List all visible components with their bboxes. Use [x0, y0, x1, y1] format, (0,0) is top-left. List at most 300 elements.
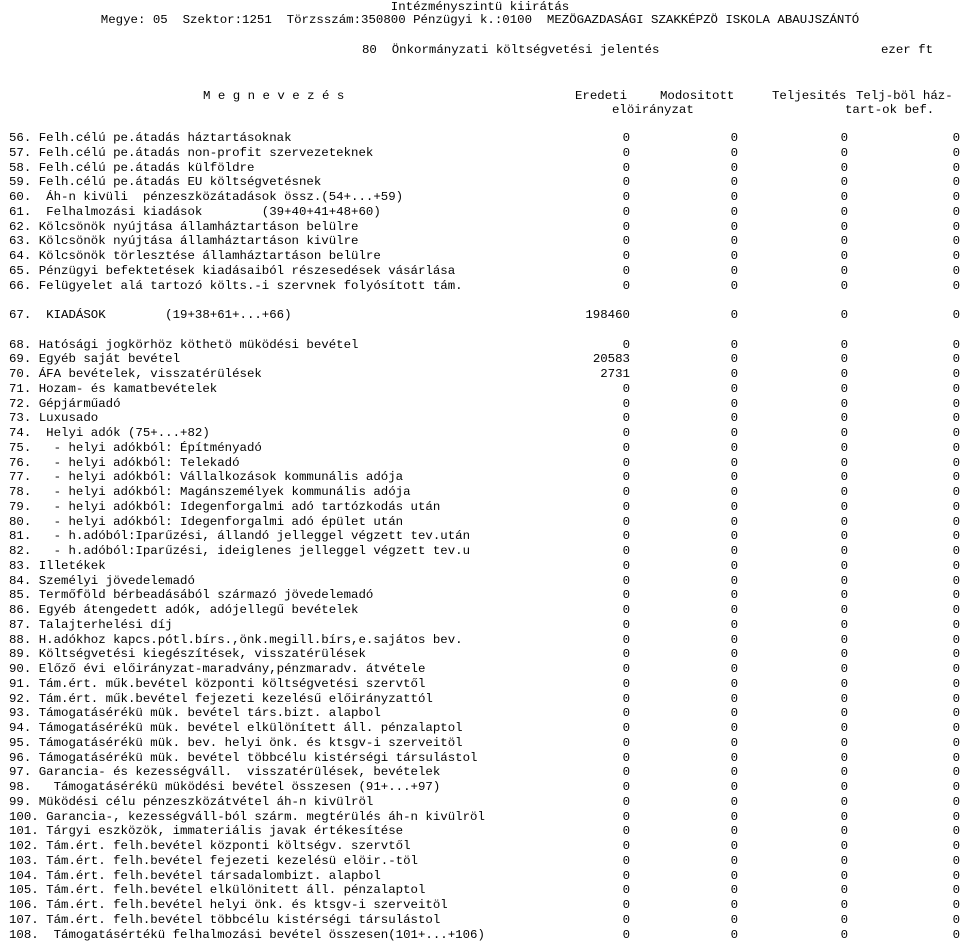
- value-teljesites: 0: [840, 175, 848, 190]
- value-teljesites: 0: [840, 190, 848, 204]
- value-telj-haz: 0: [952, 735, 960, 750]
- value-eredeti: 0: [622, 529, 630, 544]
- row-label: 68. Hatósági jogkörhöz köthetö müködési bevétel: [9, 337, 359, 352]
- value-modositott: 0: [730, 927, 738, 942]
- value-modositott: 0: [730, 839, 738, 853]
- row-label: 94. Támogatásérékü mük. bevétel elkülönített áll. pénzalaptol: [9, 721, 463, 735]
- value-telj-haz: 0: [952, 219, 960, 234]
- table-row: [0, 234, 960, 249]
- value-eredeti: 0: [622, 632, 630, 647]
- value-teljesites: 0: [840, 529, 848, 544]
- value-telj-haz: 0: [952, 588, 960, 603]
- value-telj-haz: 0: [952, 411, 960, 426]
- value-modositott: 0: [730, 883, 738, 898]
- value-teljesites: 0: [840, 927, 848, 942]
- value-telj-haz: 0: [952, 706, 960, 721]
- value-teljesites: 0: [840, 499, 848, 514]
- value-modositott: 0: [730, 381, 738, 396]
- table-row: [0, 839, 960, 854]
- value-teljesites: 0: [840, 676, 848, 691]
- value-eredeti: 0: [622, 912, 630, 927]
- value-modositott: 0: [730, 558, 738, 573]
- value-eredeti: 198460: [585, 308, 630, 322]
- value-modositott: 0: [730, 396, 738, 411]
- value-teljesites: 0: [840, 263, 848, 278]
- value-telj-haz: 0: [952, 794, 960, 809]
- value-teljesites: 0: [840, 809, 848, 824]
- value-teljesites: 0: [840, 706, 848, 721]
- value-modositott: 0: [730, 440, 738, 455]
- value-teljesites: 0: [840, 794, 848, 809]
- row-label: 99. Müködési célu pénzeszközátvétel áh-n kivülröl: [9, 794, 374, 809]
- value-eredeti: 0: [622, 721, 630, 735]
- column-header-tart-bef: tart-ok bef.: [845, 103, 935, 117]
- table-row: [0, 264, 960, 279]
- row-label: 67. KIADÁSOK (19+38+61+...+66): [9, 308, 292, 322]
- row-label: 77. - helyi adókból: Vállalkozások kommunális adója: [9, 470, 404, 485]
- value-teljesites: 0: [840, 603, 848, 617]
- value-eredeti: 2731: [600, 367, 630, 381]
- value-eredeti: 0: [622, 263, 630, 278]
- row-label: 88. H.adókhoz kapcs.pótl.bírs.,önk.megill.bírs,e.sajátos bev.: [9, 632, 463, 647]
- value-modositott: 0: [730, 780, 738, 794]
- table-row: [0, 824, 960, 839]
- value-eredeti: 0: [622, 868, 630, 883]
- value-eredeti: 0: [622, 558, 630, 573]
- table-row: [0, 574, 960, 589]
- value-teljesites: 0: [840, 470, 848, 485]
- table-row: [0, 131, 960, 146]
- value-telj-haz: 0: [952, 780, 960, 794]
- table-row: [0, 205, 960, 220]
- table-row: [0, 382, 960, 397]
- value-telj-haz: 0: [952, 426, 960, 440]
- value-modositott: 0: [730, 175, 738, 190]
- value-teljesites: 0: [840, 204, 848, 219]
- value-eredeti: 0: [622, 544, 630, 558]
- value-telj-haz: 0: [952, 647, 960, 662]
- value-eredeti: 0: [622, 470, 630, 485]
- value-modositott: 0: [730, 544, 738, 558]
- value-eredeti: 0: [622, 647, 630, 662]
- table-row: [0, 279, 960, 294]
- value-teljesites: 0: [840, 145, 848, 160]
- value-teljesites: 0: [840, 573, 848, 588]
- row-label: 86. Egyéb átengedett adók, adójellegű bevételek: [9, 603, 359, 617]
- table-row: [0, 618, 960, 633]
- table-row: [0, 869, 960, 884]
- row-label: 73. Luxusado: [9, 411, 99, 426]
- value-modositott: 0: [730, 308, 738, 322]
- value-eredeti: 0: [622, 426, 630, 440]
- value-telj-haz: 0: [952, 691, 960, 706]
- value-teljesites: 0: [840, 367, 848, 381]
- value-teljesites: 0: [840, 131, 848, 145]
- value-telj-haz: 0: [952, 470, 960, 485]
- value-telj-haz: 0: [952, 927, 960, 942]
- value-modositott: 0: [730, 470, 738, 485]
- value-modositott: 0: [730, 898, 738, 912]
- value-teljesites: 0: [840, 898, 848, 912]
- value-eredeti: 0: [622, 219, 630, 234]
- table-row: [0, 146, 960, 161]
- value-telj-haz: 0: [952, 234, 960, 249]
- value-teljesites: 0: [840, 735, 848, 750]
- column-header-teljesites: Teljesités: [772, 89, 847, 103]
- value-eredeti: 0: [622, 514, 630, 529]
- value-teljesites: 0: [840, 839, 848, 853]
- value-modositott: 0: [730, 337, 738, 352]
- row-label: 87. Talajterhelési díj: [9, 617, 173, 632]
- value-eredeti: 0: [622, 485, 630, 499]
- row-label: 91. Tám.ért. műk.bevétel központi költségvetési szervtől: [9, 676, 426, 691]
- table-row: [0, 647, 960, 662]
- value-eredeti: 0: [622, 794, 630, 809]
- value-modositott: 0: [730, 632, 738, 647]
- value-teljesites: 0: [840, 160, 848, 175]
- value-modositott: 0: [730, 676, 738, 691]
- row-label: 101. Tárgyi eszközök, immateriális javak értékesítése: [9, 824, 404, 839]
- row-label: 76. - helyi adókból: Telekadó: [9, 455, 240, 470]
- column-header-eloiranyzat: elöirányzat: [612, 103, 694, 117]
- table-row: [0, 190, 960, 205]
- row-label: 98. Támogatásérékü müködési bevétel összesen (91+...+97): [9, 780, 441, 794]
- table-row: [0, 529, 960, 544]
- table-row: [0, 397, 960, 412]
- value-eredeti: 0: [622, 160, 630, 175]
- row-label: 85. Termőföld bérbeadásából származó jövedelemadó: [9, 588, 374, 603]
- table-row: [0, 426, 960, 441]
- value-eredeti: 0: [622, 381, 630, 396]
- value-telj-haz: 0: [952, 145, 960, 160]
- column-header-modositott: Modositott: [660, 89, 735, 103]
- table-row: [0, 795, 960, 810]
- row-label: 63. Kölcsönök nyújtása államháztartáson kivülre: [9, 234, 359, 249]
- value-teljesites: 0: [840, 455, 848, 470]
- row-label: 62. Kölcsönök nyújtása államháztartáson belülre: [9, 219, 359, 234]
- table-row: [0, 338, 960, 353]
- value-telj-haz: 0: [952, 440, 960, 455]
- row-label: 108. Támogatásértékü felhalmozási bevétel összesen(101+...+106): [9, 927, 485, 942]
- row-label: 66. Felügyelet alá tartozó költs.-i szervnek folyósított tám.: [9, 278, 463, 293]
- row-label: 58. Felh.célú pe.átadás külföldre: [9, 160, 255, 175]
- value-telj-haz: 0: [952, 529, 960, 544]
- row-label: 95. Támogatásérékü mük. bev. helyi önk. és ktsgv-i szerveitöl: [9, 735, 463, 750]
- row-label: 75. - helyi adókból: Építményadó: [9, 440, 262, 455]
- value-modositott: 0: [730, 499, 738, 514]
- value-teljesites: 0: [840, 617, 848, 632]
- value-teljesites: 0: [840, 544, 848, 558]
- value-modositott: 0: [730, 647, 738, 662]
- value-eredeti: 0: [622, 824, 630, 839]
- value-modositott: 0: [730, 573, 738, 588]
- value-eredeti: 0: [622, 780, 630, 794]
- value-telj-haz: 0: [952, 396, 960, 411]
- table-row: [0, 485, 960, 500]
- value-eredeti: 0: [622, 396, 630, 411]
- value-telj-haz: 0: [952, 883, 960, 898]
- value-modositott: 0: [730, 529, 738, 544]
- spacer-row: [0, 323, 960, 338]
- value-telj-haz: 0: [952, 160, 960, 175]
- table-row: [0, 559, 960, 574]
- value-eredeti: 0: [622, 337, 630, 352]
- row-label: 79. - helyi adókból: Idegenforgalmi adó tartózkodás után: [9, 499, 441, 514]
- value-teljesites: 0: [840, 485, 848, 499]
- value-telj-haz: 0: [952, 485, 960, 499]
- row-label: 106. Tám.ért. felh.bevétel helyi önk. és ktsgv-i szerveitöl: [9, 898, 448, 912]
- value-teljesites: 0: [840, 780, 848, 794]
- value-modositott: 0: [730, 721, 738, 735]
- value-eredeti: 0: [622, 145, 630, 160]
- value-eredeti: 0: [622, 676, 630, 691]
- value-eredeti: 0: [622, 455, 630, 470]
- table-row: [0, 706, 960, 721]
- value-telj-haz: 0: [952, 514, 960, 529]
- value-teljesites: 0: [840, 853, 848, 868]
- value-telj-haz: 0: [952, 367, 960, 381]
- value-modositott: 0: [730, 190, 738, 204]
- row-label: 84. Személyi jövedelemadó: [9, 573, 195, 588]
- row-label: 60. Áh-n kivüli pénzeszközátadások össz.(54+...+59): [9, 190, 404, 204]
- table-row: [0, 780, 960, 795]
- value-teljesites: 0: [840, 750, 848, 765]
- value-modositott: 0: [730, 249, 738, 263]
- table-row: [0, 603, 960, 618]
- table-row: [0, 544, 960, 559]
- table-row: [0, 736, 960, 751]
- value-teljesites: 0: [840, 352, 848, 367]
- table-row: [0, 367, 960, 382]
- row-label: 56. Felh.célú pe.átadás háztartásoknak: [9, 131, 292, 145]
- value-eredeti: 0: [622, 617, 630, 632]
- value-eredeti: 0: [622, 411, 630, 426]
- row-label: 96. Támogatásérékü mük. bevétel többcélu kistérségi társulástol: [9, 750, 478, 765]
- row-label: 64. Kölcsönök törlesztése államháztartáson belülre: [9, 249, 381, 263]
- value-telj-haz: 0: [952, 632, 960, 647]
- value-modositott: 0: [730, 824, 738, 839]
- value-modositott: 0: [730, 455, 738, 470]
- value-telj-haz: 0: [952, 721, 960, 735]
- row-label: 69. Egyéb saját bevétel: [9, 352, 181, 367]
- value-telj-haz: 0: [952, 337, 960, 352]
- value-teljesites: 0: [840, 249, 848, 263]
- table-row: [0, 161, 960, 176]
- value-telj-haz: 0: [952, 352, 960, 367]
- row-label: 70. ÁFA bevételek, visszatérülések: [9, 367, 262, 381]
- value-teljesites: 0: [840, 514, 848, 529]
- value-telj-haz: 0: [952, 750, 960, 765]
- value-modositott: 0: [730, 912, 738, 927]
- table-row: [0, 913, 960, 928]
- row-label: 107. Tám.ért. felh.bevétel többcélu kistérségi társulástol: [9, 912, 441, 927]
- value-eredeti: 0: [622, 927, 630, 942]
- table-row: [0, 411, 960, 426]
- value-telj-haz: 0: [952, 190, 960, 204]
- value-eredeti: 0: [622, 278, 630, 293]
- table-row: [0, 765, 960, 780]
- table-row: [0, 470, 960, 485]
- value-telj-haz: 0: [952, 499, 960, 514]
- value-modositott: 0: [730, 278, 738, 293]
- table-row: [0, 854, 960, 869]
- value-modositott: 0: [730, 145, 738, 160]
- row-label: 105. Tám.ért. felh.bevétel elkülönitett áll. pénzalaptol: [9, 883, 426, 898]
- table-row: [0, 175, 960, 190]
- value-telj-haz: 0: [952, 573, 960, 588]
- row-label: 89. Költségvetési kiegészítések, visszatérülések: [9, 647, 366, 662]
- value-modositott: 0: [730, 765, 738, 780]
- value-telj-haz: 0: [952, 558, 960, 573]
- value-modositott: 0: [730, 263, 738, 278]
- table-row: [0, 721, 960, 736]
- row-label: 80. - helyi adókból: Idegenforgalmi adó épület után: [9, 514, 404, 529]
- value-modositott: 0: [730, 367, 738, 381]
- table-row: [0, 883, 960, 898]
- table-row: [0, 692, 960, 707]
- value-telj-haz: 0: [952, 175, 960, 190]
- row-label: 81. - h.adóból:Iparűzési, állandó jelleggel végzett tev.után: [9, 529, 471, 544]
- row-label: 103. Tám.ért. felh.bevétel fejezeti kezelésü elöir.-töl: [9, 853, 418, 868]
- value-modositott: 0: [730, 662, 738, 676]
- value-telj-haz: 0: [952, 662, 960, 676]
- value-telj-haz: 0: [952, 204, 960, 219]
- value-telj-haz: 0: [952, 868, 960, 883]
- value-modositott: 0: [730, 691, 738, 706]
- value-teljesites: 0: [840, 337, 848, 352]
- value-telj-haz: 0: [952, 308, 960, 322]
- value-teljesites: 0: [840, 558, 848, 573]
- value-modositott: 0: [730, 514, 738, 529]
- value-telj-haz: 0: [952, 839, 960, 853]
- report-title: Intézményszintü kiirátás: [390, 0, 570, 14]
- value-modositott: 0: [730, 219, 738, 234]
- value-teljesites: 0: [840, 426, 848, 440]
- value-telj-haz: 0: [952, 249, 960, 263]
- row-label: 92. Tám.ért. műk.bevétel fejezeti kezelésű előirányzattól: [9, 691, 433, 706]
- value-teljesites: 0: [840, 632, 848, 647]
- value-telj-haz: 0: [952, 263, 960, 278]
- table-row: [0, 500, 960, 515]
- row-label: 65. Pénzügyi befektetések kiadásaiból részesedések vásárlása: [9, 263, 456, 278]
- value-telj-haz: 0: [952, 676, 960, 691]
- value-eredeti: 0: [622, 131, 630, 145]
- value-modositott: 0: [730, 809, 738, 824]
- value-modositott: 0: [730, 794, 738, 809]
- value-modositott: 0: [730, 411, 738, 426]
- value-teljesites: 0: [840, 396, 848, 411]
- value-telj-haz: 0: [952, 912, 960, 927]
- value-eredeti: 0: [622, 750, 630, 765]
- value-eredeti: 0: [622, 440, 630, 455]
- unit-label: ezer ft: [881, 43, 934, 57]
- value-modositott: 0: [730, 160, 738, 175]
- value-teljesites: 0: [840, 662, 848, 676]
- value-eredeti: 0: [622, 603, 630, 617]
- value-telj-haz: 0: [952, 809, 960, 824]
- value-telj-haz: 0: [952, 898, 960, 912]
- value-modositott: 0: [730, 706, 738, 721]
- table-row: [0, 220, 960, 235]
- value-eredeti: 0: [622, 573, 630, 588]
- table-row: [0, 810, 960, 825]
- value-modositott: 0: [730, 485, 738, 499]
- row-label: 90. Előző évi előirányzat-maradvány,pénzmaradv. átvétele: [9, 662, 426, 676]
- value-eredeti: 0: [622, 898, 630, 912]
- value-teljesites: 0: [840, 411, 848, 426]
- table-row: [0, 633, 960, 648]
- table-row: [0, 588, 960, 603]
- value-teljesites: 0: [840, 381, 848, 396]
- row-label: 97. Garancia- és kezességváll. visszatérülések, bevételek: [9, 765, 441, 780]
- value-modositott: 0: [730, 131, 738, 145]
- table-row: [0, 441, 960, 456]
- row-label: 82. - h.adóból:Iparűzési, ideiglenes jelleggel végzett tev.u: [9, 544, 471, 558]
- row-label: 59. Felh.célú pe.átadás EU költségvetésnek: [9, 175, 322, 190]
- value-eredeti: 0: [622, 839, 630, 853]
- value-eredeti: 0: [622, 499, 630, 514]
- value-telj-haz: 0: [952, 544, 960, 558]
- table-row: [0, 515, 960, 530]
- value-teljesites: 0: [840, 912, 848, 927]
- value-teljesites: 0: [840, 234, 848, 249]
- value-teljesites: 0: [840, 691, 848, 706]
- row-label: 72. Gépjárműadó: [9, 396, 121, 411]
- value-teljesites: 0: [840, 308, 848, 322]
- value-telj-haz: 0: [952, 455, 960, 470]
- value-modositott: 0: [730, 426, 738, 440]
- table-row: [0, 898, 960, 913]
- value-modositott: 0: [730, 750, 738, 765]
- value-eredeti: 0: [622, 691, 630, 706]
- value-eredeti: 0: [622, 234, 630, 249]
- table-row: [0, 249, 960, 264]
- value-teljesites: 0: [840, 765, 848, 780]
- value-teljesites: 0: [840, 868, 848, 883]
- value-telj-haz: 0: [952, 824, 960, 839]
- value-teljesites: 0: [840, 883, 848, 898]
- institution-meta: Megye: 05 Szektor:1251 Törzsszám:350800 Pénzügyi k.:0100 MEZÖGAZDASÁGI SZAKKÉPZÖ ISKOLA ABAUJSZÁNTÓ: [100, 13, 860, 27]
- value-teljesites: 0: [840, 440, 848, 455]
- value-telj-haz: 0: [952, 853, 960, 868]
- row-label: 83. Illetékek: [9, 558, 106, 573]
- table-row: [0, 456, 960, 471]
- row-label: 104. Tám.ért. felh.bevétel társadalombizt. alapbol: [9, 868, 381, 883]
- row-label: 57. Felh.célú pe.átadás non-profit szervezeteknek: [9, 145, 374, 160]
- value-teljesites: 0: [840, 219, 848, 234]
- report-name: 80 Önkormányzati költségvetési jelentés: [362, 43, 660, 57]
- spacer-row: [0, 293, 960, 308]
- value-eredeti: 0: [622, 204, 630, 219]
- value-teljesites: 0: [840, 824, 848, 839]
- value-eredeti: 0: [622, 735, 630, 750]
- value-teljesites: 0: [840, 278, 848, 293]
- row-label: 100. Garancia-, kezességváll-ból szárm. megtérülés áh-n kivülröl: [9, 809, 485, 824]
- value-eredeti: 0: [622, 175, 630, 190]
- value-eredeti: 0: [622, 662, 630, 676]
- value-modositott: 0: [730, 735, 738, 750]
- value-eredeti: 0: [622, 249, 630, 263]
- column-header-name: M e g n e v e z é s: [203, 89, 345, 103]
- row-label: 78. - helyi adókból: Magánszemélyek kommunális adója: [9, 485, 411, 499]
- table-row: [0, 308, 960, 323]
- table-row: [0, 751, 960, 766]
- value-modositott: 0: [730, 352, 738, 367]
- value-eredeti: 0: [622, 853, 630, 868]
- value-eredeti: 0: [622, 706, 630, 721]
- value-modositott: 0: [730, 603, 738, 617]
- value-telj-haz: 0: [952, 131, 960, 145]
